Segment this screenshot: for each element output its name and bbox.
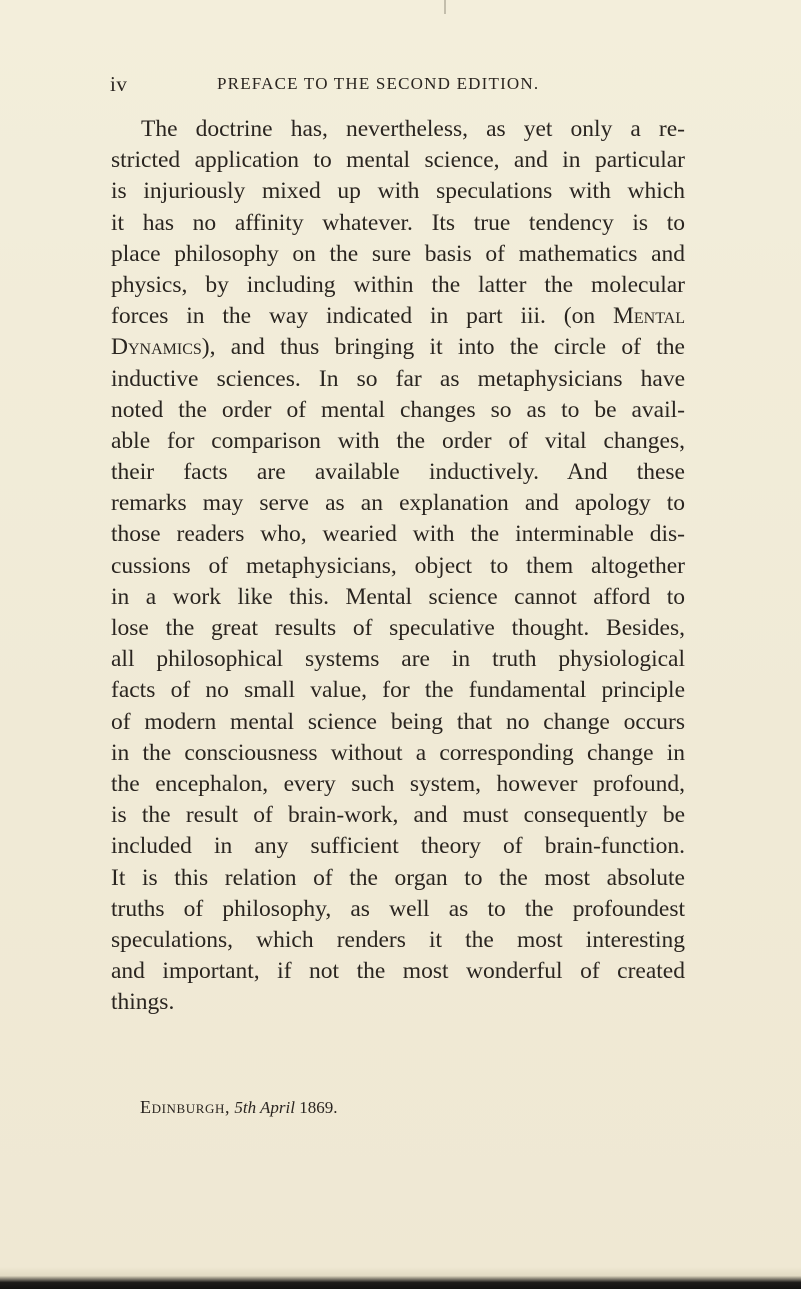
text-line: It is this relation of the organ to the most absolute	[111, 864, 685, 891]
preface-paragraph	[111, 114, 685, 1018]
text-line: is injuriously mixed up with speculations with which	[111, 178, 685, 205]
text-line: noted the order of mental changes so as to be avail-	[111, 396, 685, 423]
text-line: it has no affinity whatever. Its true tendency is to	[111, 209, 685, 236]
text-line: their facts are available inductively. And these	[111, 459, 685, 486]
text-line: things.	[111, 989, 175, 1016]
text-line: and important, if not the most wonderful of created	[111, 958, 685, 985]
text-line: included in any sufficient theory of brain-function.	[111, 833, 685, 860]
paper-mark	[444, 0, 446, 14]
signoff-date: 5th April	[234, 1098, 295, 1117]
page-header	[110, 72, 670, 102]
text-line: The doctrine has, nevertheless, as yet only a re-	[141, 116, 685, 142]
text-line: those readers who, wearied with the interminable dis-	[111, 521, 685, 548]
text-line: speculations, which renders it the most interesting	[111, 926, 685, 953]
section-reference: Mental	[612, 303, 686, 330]
text-line: truths of philosophy, as well as to the profoundest	[111, 895, 685, 922]
text-line: all philosophical systems are in truth physiological	[111, 646, 685, 673]
text-line: cussions of metaphysicians, object to them altogether	[111, 552, 685, 579]
text-line: is the result of brain-work, and must consequently be	[111, 802, 685, 829]
signoff	[140, 1097, 337, 1118]
signoff-place: Edinburgh,	[140, 1097, 231, 1117]
text-line: inductive sciences. In so far as metaphysicians have	[111, 365, 685, 392]
section-reference: Dynamics	[111, 334, 202, 361]
page-bottom-edge	[0, 1267, 801, 1289]
page-number: iv	[110, 72, 128, 96]
text-line: facts of no small value, for the fundamental principle	[111, 677, 685, 704]
text-line: remarks may serve as an explanation and apology to	[111, 490, 685, 517]
text-line: in the consciousness without a corresponding change in	[111, 739, 685, 766]
text-fragment: ), and thus bringing it into the circle of the	[201, 334, 685, 361]
text-line: in a work like this. Mental science cannot afford to	[111, 583, 685, 610]
text-line: the encephalon, every such system, however profound,	[111, 770, 685, 797]
text-line: of modern mental science being that no change occurs	[111, 708, 685, 735]
text-line: able for comparison with the order of vital changes,	[111, 427, 685, 454]
text-line: lose the great results of speculative thought. Besides,	[111, 615, 685, 641]
text-line: place philosophy on the sure basis of mathematics and	[111, 240, 685, 267]
running-title: PREFACE TO THE SECOND EDITION.	[217, 74, 540, 93]
text-line: physics, by including within the latter the molecular	[111, 271, 685, 298]
signoff-year: 1869.	[299, 1098, 338, 1117]
text-line	[111, 301, 685, 332]
text-fragment: forces in the way indicated in part iii. (on	[111, 303, 596, 330]
text-line	[111, 332, 685, 363]
text-line: stricted application to mental science, and in particular	[111, 147, 685, 174]
